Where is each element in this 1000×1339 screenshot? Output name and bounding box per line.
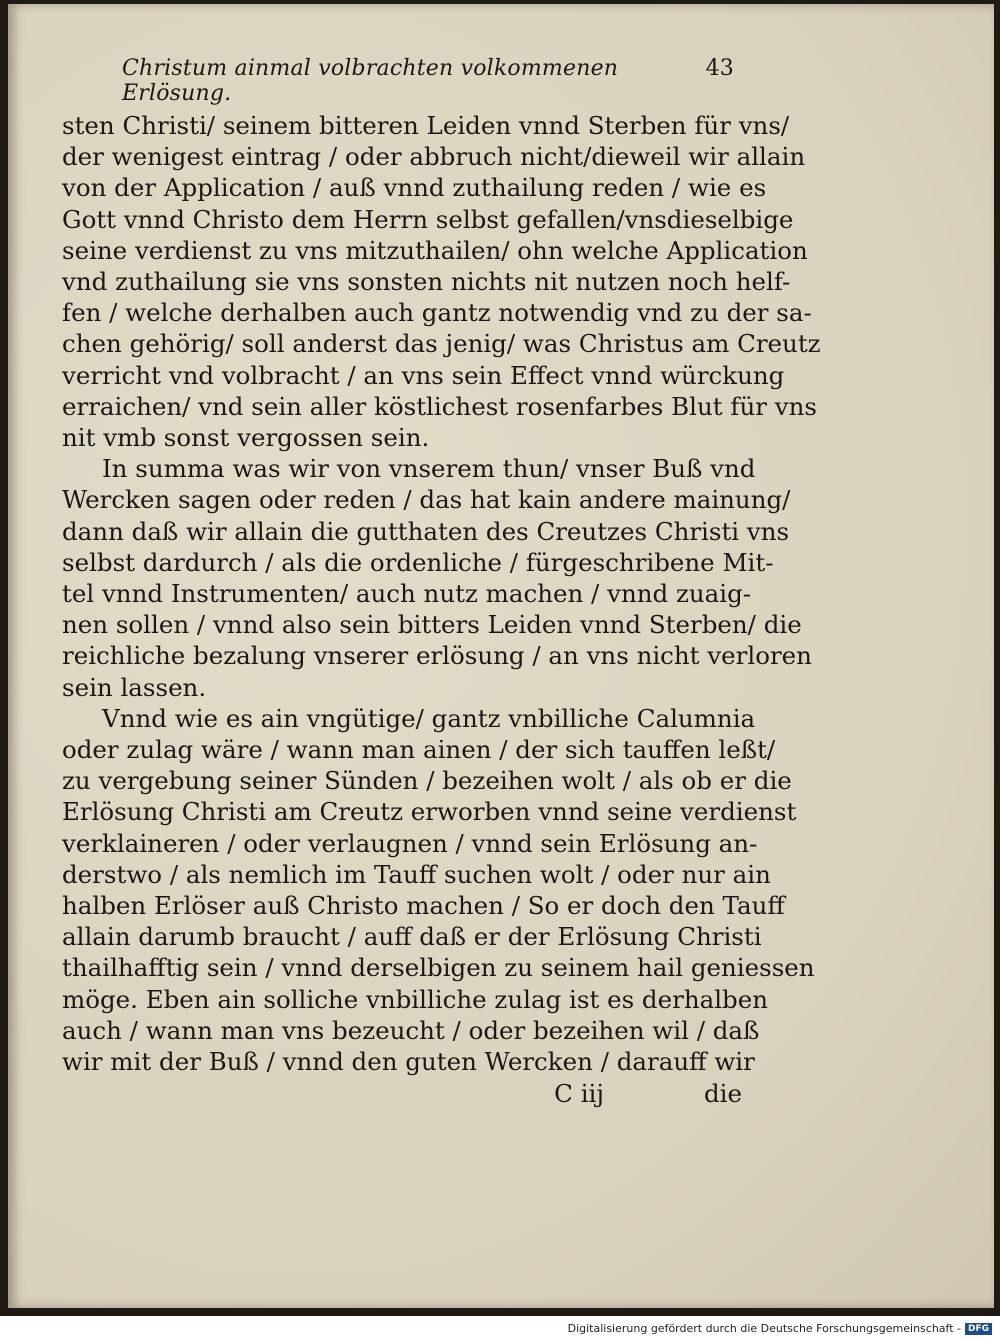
text-line: tel vnnd Instrumenten/ auch nutz machen / vnnd zuaig- — [62, 579, 752, 609]
text-line: von der Application / auß vnnd zuthailung reden / wie es — [62, 173, 767, 203]
catchword: die — [703, 1079, 742, 1109]
credit-bar — [0, 1318, 1000, 1339]
page-number: 43 — [705, 56, 734, 81]
credit-text: Digitalisierung gefördert durch die Deutsche Forschungsgemeinschaft - — [567, 1322, 961, 1335]
text-line: vnd zuthailung sie vns sonsten nichts nit nutzen noch helf- — [62, 267, 791, 297]
text-line: nit vmb sonst vergossen sein. — [62, 423, 430, 453]
text-line: chen gehörig/ soll anderst das jenig/ was Christus am Creutz — [62, 329, 821, 359]
text-line: erraichen/ vnd sein aller köstlichest rosenfarbes Blut für vns — [62, 391, 817, 421]
text-line: derstwo / als nemlich im Tauff suchen wolt / oder nur ain — [62, 859, 771, 889]
running-head-title: Christum ainmal volbrachten volkommenen Erlösung. — [122, 56, 619, 106]
text-line: sein lassen. — [62, 672, 207, 702]
text-line: thailhafftig sein / vnnd derselbigen zu seinem hail geniessen — [62, 953, 815, 983]
text-line: auch / wann man vns bezeucht / oder bezeihen wil / daß — [62, 1015, 760, 1045]
text-line: zu vergebung seiner Sünden / bezeihen wolt / als ob er die — [62, 766, 792, 796]
text-line: sten Christi/ seinem bitteren Leiden vnnd Sterben für vns/ — [62, 111, 790, 140]
page-content — [62, 56, 821, 1109]
text-line: der wenigest eintrag / oder abbruch nicht/dieweil wir allain — [62, 142, 806, 172]
text-line: Vnnd wie es ain vngütige/ gantz vnbilliche Calumnia — [102, 703, 756, 733]
text-line: verricht vnd volbracht / an vns sein Effect vnnd würckung — [62, 360, 785, 390]
signature-mark: C iij — [554, 1079, 604, 1109]
text-line: halben Erlöser auß Christo machen / So er doch den Tauff — [62, 891, 785, 921]
text-line: Wercken sagen oder reden / das hat kain andere mainung/ — [62, 485, 791, 515]
text-line: seine verdienst zu vns mitzuthailen/ ohn welche Application — [62, 235, 808, 265]
running-head — [62, 56, 742, 106]
text-line: nen sollen / vnnd also sein bitters Leiden vnnd Sterben/ die — [62, 610, 802, 640]
page-footer — [62, 1079, 742, 1108]
text-line: reichliche bezalung vnserer erlösung / an vns nicht verloren — [62, 641, 812, 671]
text-line: In summa was wir von vnserem thun/ vnser Buß vnd — [102, 454, 756, 484]
body-text — [62, 110, 821, 1077]
text-line: Gott vnnd Christo dem Herrn selbst gefallen/vnsdieselbige — [62, 204, 794, 234]
text-line: selbst dardurch / als die ordenliche / fürgeschribene Mit- — [62, 547, 774, 577]
text-line: fen / welche derhalben auch gantz notwendig vnd zu der sa- — [62, 298, 812, 328]
text-line: möge. Eben ain solliche vnbilliche zulag ist es derhalben — [62, 984, 769, 1014]
book-page — [8, 4, 994, 1308]
text-line: verklaineren / oder verlaugnen / vnnd sein Erlösung an- — [62, 828, 758, 858]
text-line: oder zulag wäre / wann man ainen / der sich tauffen leßt/ — [62, 735, 776, 765]
text-line: wir mit der Buß / vnnd den guten Wercken / darauff wir — [62, 1047, 755, 1077]
text-line: dann daß wir allain die gutthaten des Creutzes Christi vns — [62, 516, 790, 546]
text-line: Erlösung Christi am Creutz erworben vnnd seine verdienst — [62, 797, 797, 827]
text-line: allain darumb braucht / auff daß er der Erlösung Christi — [62, 922, 762, 952]
dfg-logo: DFG — [965, 1323, 992, 1335]
